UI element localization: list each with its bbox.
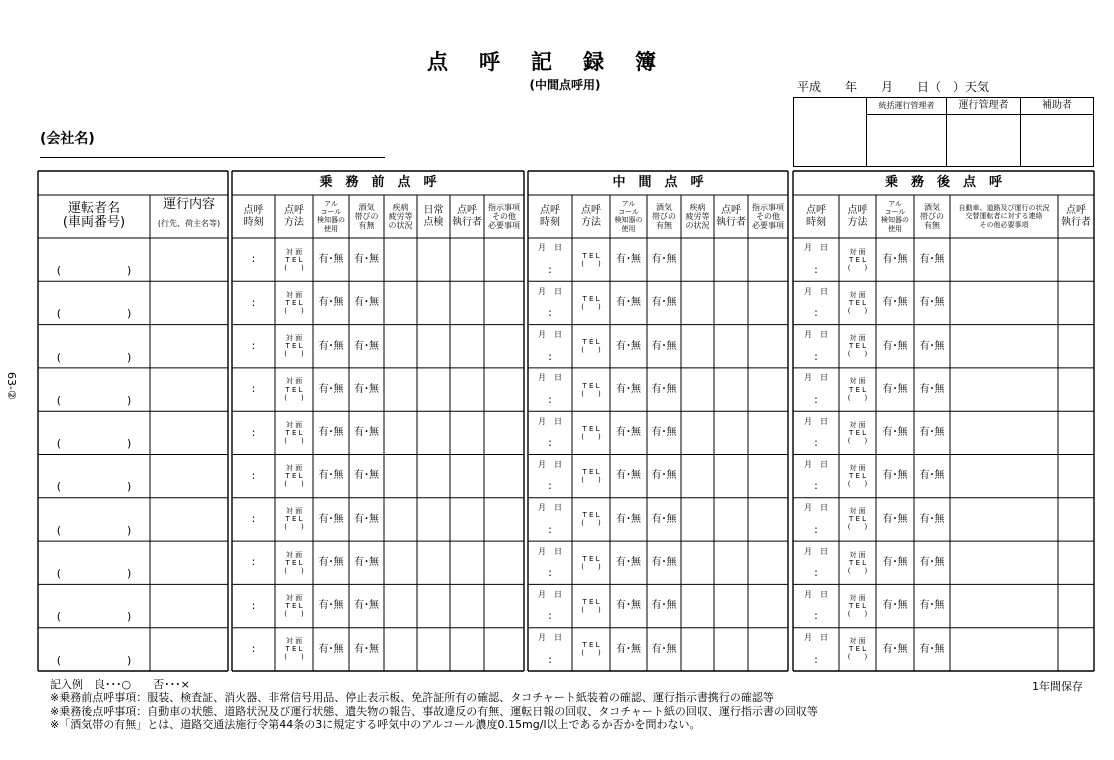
mid-alcohol-yes-no: 有･無	[616, 427, 641, 439]
post-alcohol-yes-no: 有･無	[882, 513, 908, 525]
post-col-header: 自動車、道路及び運行の状況 交替運転者に対する連絡 その他必要事項	[958, 204, 1050, 229]
mid-month-day: 月 日	[538, 286, 562, 296]
mid-method: T E L ( )	[581, 641, 601, 658]
pre-method: 対 面 T E L ( )	[284, 507, 304, 532]
notes	[50, 678, 818, 731]
mid-alcohol-yes-no: 有･無	[616, 383, 641, 395]
mid-col-header: アル コール 検知器の 使用	[614, 200, 643, 233]
pre-alcohol-yes-no: 有･無	[318, 513, 344, 525]
mid-drunk-yes-no: 有･無	[651, 427, 677, 439]
pre-time-colon: :	[251, 338, 256, 352]
page-subtitle: (中間点呼用)	[529, 78, 601, 92]
mid-month-day: 月 日	[538, 243, 562, 253]
post-col-header: アル コール 検知器の 使用	[881, 200, 909, 233]
pre-col-header: 疾病 疲労等 の状況	[388, 202, 413, 231]
mid-month-day: 月 日	[538, 373, 562, 383]
mid-alcohol-yes-no: 有･無	[616, 297, 641, 309]
date-weather-line: 平成 年 月 日（ ）天気	[797, 80, 990, 94]
mid-month-day: 月 日	[538, 546, 562, 556]
post-method: 対 面 T E L ( )	[847, 420, 868, 445]
vehicle-number-paren: ( )	[56, 350, 132, 364]
vehicle-number-paren: ( )	[56, 437, 132, 451]
pre-alcohol-yes-no: 有･無	[318, 557, 344, 568]
mid-drunk-yes-no: 有･無	[651, 253, 677, 265]
post-col-header: 点呼 方法	[847, 205, 868, 228]
post-method: 対 面 T E L ( )	[847, 550, 868, 575]
post-method: 対 面 T E L ( )	[847, 290, 868, 315]
pre-time-colon: :	[251, 295, 256, 309]
pre-col-header: アル コール 検知器の 使用	[317, 200, 345, 233]
mid-col-header: 点呼 時刻	[540, 205, 560, 228]
pre-drunk-yes-no: 有･無	[354, 557, 379, 568]
post-drunk-yes-no: 有･無	[919, 557, 945, 568]
mid-method: T E L ( )	[581, 554, 601, 571]
pre-method: 対 面 T E L ( )	[284, 247, 304, 272]
retention-period: 1年間保存	[1032, 680, 1083, 693]
pre-method: 対 面 T E L ( )	[284, 550, 304, 575]
post-method: 対 面 T E L ( )	[847, 334, 868, 359]
pre-alcohol-yes-no: 有･無	[318, 253, 344, 265]
mid-alcohol-yes-no: 有･無	[616, 600, 641, 612]
pre-alcohol-yes-no: 有･無	[318, 470, 344, 482]
post-drunk-yes-no: 有･無	[919, 470, 945, 482]
post-drunk-yes-no: 有･無	[919, 600, 945, 612]
pre-time-colon: :	[251, 252, 256, 266]
post-drunk-yes-no: 有･無	[919, 253, 945, 265]
company-name-label: (会社名)	[40, 131, 95, 147]
section-title: 乗 務 前 点 呼	[319, 174, 437, 190]
mid-time-colon: :	[548, 522, 552, 536]
mid-method: T E L ( )	[581, 424, 601, 441]
vehicle-number-paren: ( )	[56, 523, 132, 537]
mid-col-header: 酒気 帯びの 有無	[652, 202, 676, 231]
pre-time-colon: :	[251, 642, 256, 656]
page-title: 点呼記録簿	[427, 50, 687, 74]
note-alcohol: ※「酒気帯の有無」とは、道路交通法施行令第44条の3に規定する呼気中のアルコール濃度0.15mg/l以上であるか否かを問わない。	[50, 717, 701, 731]
mid-col-header: 点呼 執行者	[716, 205, 746, 228]
post-month-day: 月 日	[804, 546, 828, 556]
pre-alcohol-yes-no: 有･無	[318, 600, 344, 612]
post-alcohol-yes-no: 有･無	[882, 600, 908, 612]
mid-method: T E L ( )	[581, 338, 601, 355]
post-drunk-yes-no: 有･無	[919, 643, 945, 655]
mid-alcohol-yes-no: 有･無	[616, 557, 641, 568]
post-time-colon: :	[814, 566, 818, 580]
pre-time-colon: :	[251, 598, 256, 612]
pre-col-header: 日常 点検	[423, 205, 444, 228]
mid-col-header: 疾病 疲労等 の状況	[685, 202, 710, 231]
driver-header: 運転者名 (車両番号)	[62, 200, 126, 231]
vehicle-number-paren: ( )	[56, 610, 132, 624]
vehicle-number-paren: ( )	[56, 393, 132, 407]
operation-subheader: (行先、荷主名等)	[157, 219, 221, 229]
mid-drunk-yes-no: 有･無	[651, 643, 677, 655]
mid-time-colon: :	[548, 479, 552, 493]
post-drunk-yes-no: 有･無	[919, 513, 945, 525]
post-month-day: 月 日	[804, 589, 828, 599]
pre-drunk-yes-no: 有･無	[354, 383, 379, 395]
mid-time-colon: :	[548, 306, 552, 320]
pre-col-header: 酒気 帯びの 有無	[354, 202, 379, 231]
post-drunk-yes-no: 有･無	[919, 383, 945, 395]
mid-method: T E L ( )	[581, 294, 601, 311]
pre-method: 対 面 T E L ( )	[284, 420, 304, 445]
post-time-colon: :	[814, 349, 818, 363]
post-alcohol-yes-no: 有･無	[882, 340, 908, 352]
approver-header-manager: 運行管理者	[946, 97, 1021, 115]
post-time-colon: :	[814, 609, 818, 623]
pre-drunk-yes-no: 有･無	[354, 340, 379, 352]
mid-alcohol-yes-no: 有･無	[616, 340, 641, 352]
mid-time-colon: :	[548, 609, 552, 623]
mid-method: T E L ( )	[581, 468, 601, 485]
mid-drunk-yes-no: 有･無	[651, 470, 677, 482]
mid-method: T E L ( )	[581, 381, 601, 398]
mid-drunk-yes-no: 有･無	[651, 383, 677, 395]
note-example: 記入例 良･･･○ 否･･･×	[50, 678, 190, 691]
mid-col-header: 指示事項 その他 必要事項	[752, 202, 784, 231]
pre-time-colon: :	[251, 512, 256, 526]
pre-time-colon: :	[251, 468, 256, 482]
approver-header-general: 統括運行管理者	[866, 97, 947, 115]
mid-time-colon: :	[548, 349, 552, 363]
post-month-day: 月 日	[804, 373, 828, 383]
pre-method: 対 面 T E L ( )	[284, 290, 304, 315]
post-drunk-yes-no: 有･無	[919, 297, 945, 309]
mid-month-day: 月 日	[538, 416, 562, 426]
post-method: 対 面 T E L ( )	[847, 507, 868, 532]
mid-month-day: 月 日	[538, 503, 562, 513]
post-drunk-yes-no: 有･無	[919, 427, 945, 439]
mid-drunk-yes-no: 有･無	[651, 513, 677, 525]
post-month-day: 月 日	[804, 330, 828, 339]
section-title: 乗 務 後 点 呼	[884, 174, 1002, 190]
pre-drunk-yes-no: 有･無	[354, 427, 379, 439]
mid-drunk-yes-no: 有･無	[651, 340, 677, 352]
mid-alcohol-yes-no: 有･無	[616, 513, 641, 525]
pre-time-colon: :	[251, 382, 256, 396]
pre-drunk-yes-no: 有･無	[354, 253, 379, 265]
pre-method: 対 面 T E L ( )	[284, 377, 304, 402]
pre-time-colon: :	[251, 425, 256, 439]
post-month-day: 月 日	[804, 416, 828, 426]
mid-time-colon: :	[548, 392, 552, 406]
pre-time-colon: :	[251, 555, 256, 569]
pre-alcohol-yes-no: 有･無	[318, 427, 344, 439]
pre-method: 対 面 T E L ( )	[284, 637, 304, 662]
approver-header-assistant: 補助者	[1020, 97, 1094, 115]
mid-alcohol-yes-no: 有･無	[616, 470, 641, 482]
mid-time-colon: :	[548, 436, 552, 450]
vehicle-number-paren: ( )	[56, 567, 132, 581]
mid-month-day: 月 日	[538, 330, 562, 339]
post-col-header: 点呼 執行者	[1061, 205, 1091, 228]
pre-alcohol-yes-no: 有･無	[318, 340, 344, 352]
vehicle-number-paren: ( )	[56, 653, 132, 667]
pre-drunk-yes-no: 有･無	[354, 513, 379, 525]
pre-alcohol-yes-no: 有･無	[318, 297, 344, 309]
post-alcohol-yes-no: 有･無	[882, 297, 908, 309]
post-alcohol-yes-no: 有･無	[882, 383, 908, 395]
mid-method: T E L ( )	[581, 598, 601, 615]
mid-time-colon: :	[548, 262, 552, 276]
post-time-colon: :	[814, 436, 818, 450]
post-alcohol-yes-no: 有･無	[882, 427, 908, 439]
pre-drunk-yes-no: 有･無	[354, 470, 379, 482]
pre-drunk-yes-no: 有･無	[354, 643, 379, 655]
pre-method: 対 面 T E L ( )	[284, 334, 304, 359]
mid-drunk-yes-no: 有･無	[651, 600, 677, 612]
post-time-colon: :	[814, 392, 818, 406]
pre-col-header: 点呼 時刻	[243, 205, 264, 228]
post-method: 対 面 T E L ( )	[847, 464, 868, 489]
pre-alcohol-yes-no: 有･無	[318, 383, 344, 395]
pre-col-header: 点呼 執行者	[452, 205, 482, 228]
pre-drunk-yes-no: 有･無	[354, 600, 379, 612]
post-time-colon: :	[814, 306, 818, 320]
pre-col-header: 指示事項 その他 必要事項	[488, 202, 520, 231]
post-alcohol-yes-no: 有･無	[882, 557, 908, 568]
post-time-colon: :	[814, 522, 818, 536]
mid-time-colon: :	[548, 652, 552, 666]
vehicle-number-paren: ( )	[56, 263, 132, 277]
post-month-day: 月 日	[804, 503, 828, 513]
pre-method: 対 面 T E L ( )	[284, 464, 304, 489]
mid-month-day: 月 日	[538, 633, 562, 643]
mid-month-day: 月 日	[538, 459, 562, 469]
mid-method: T E L ( )	[581, 511, 601, 528]
post-time-colon: :	[814, 262, 818, 276]
mid-time-colon: :	[548, 566, 552, 580]
page-number: 63-②	[5, 372, 18, 400]
post-method: 対 面 T E L ( )	[847, 247, 868, 272]
post-month-day: 月 日	[804, 243, 828, 253]
post-time-colon: :	[814, 479, 818, 493]
mid-month-day: 月 日	[538, 589, 562, 599]
vehicle-number-paren: ( )	[56, 307, 132, 321]
vehicle-number-paren: ( )	[56, 480, 132, 494]
post-col-header: 酒気 帯びの 有無	[920, 202, 944, 231]
mid-alcohol-yes-no: 有･無	[616, 253, 641, 265]
pre-drunk-yes-no: 有･無	[354, 297, 379, 309]
post-method: 対 面 T E L ( )	[847, 377, 868, 402]
pre-method: 対 面 T E L ( )	[284, 593, 304, 619]
mid-col-header: 点呼 方法	[581, 205, 601, 228]
mid-drunk-yes-no: 有･無	[651, 557, 677, 568]
pre-alcohol-yes-no: 有･無	[318, 643, 344, 655]
note-post-duty: ※乗務後点呼事項：自動車の状態、道路状況及び運行状態、遺失物の報告、事故違反の有無、運転日報の回収、タコチャート紙の回収、運行指示書の回収等	[50, 704, 818, 718]
post-month-day: 月 日	[804, 633, 828, 643]
post-alcohol-yes-no: 有･無	[882, 643, 908, 655]
post-alcohol-yes-no: 有･無	[882, 253, 908, 265]
section-title: 中 間 点 呼	[612, 174, 704, 190]
post-month-day: 月 日	[804, 286, 828, 296]
mid-drunk-yes-no: 有･無	[651, 297, 677, 309]
operation-header: 運行内容	[162, 197, 215, 212]
mid-method: T E L ( )	[581, 251, 601, 268]
post-alcohol-yes-no: 有･無	[882, 470, 908, 482]
post-method: 対 面 T E L ( )	[847, 637, 868, 662]
post-time-colon: :	[814, 652, 818, 666]
pre-col-header: 点呼 方法	[284, 205, 304, 228]
mid-alcohol-yes-no: 有･無	[616, 643, 641, 655]
post-month-day: 月 日	[804, 459, 828, 469]
note-pre-duty: ※乗務前点呼事項：服装、検査証、消火器、非常信号用品、停止表示板、免許証所有の確認、タコチャート紙装着の確認、運行指示書携行の確認等	[50, 691, 774, 705]
post-col-header: 点呼 時刻	[806, 205, 826, 228]
post-method: 対 面 T E L ( )	[847, 593, 868, 619]
post-drunk-yes-no: 有･無	[919, 340, 945, 352]
